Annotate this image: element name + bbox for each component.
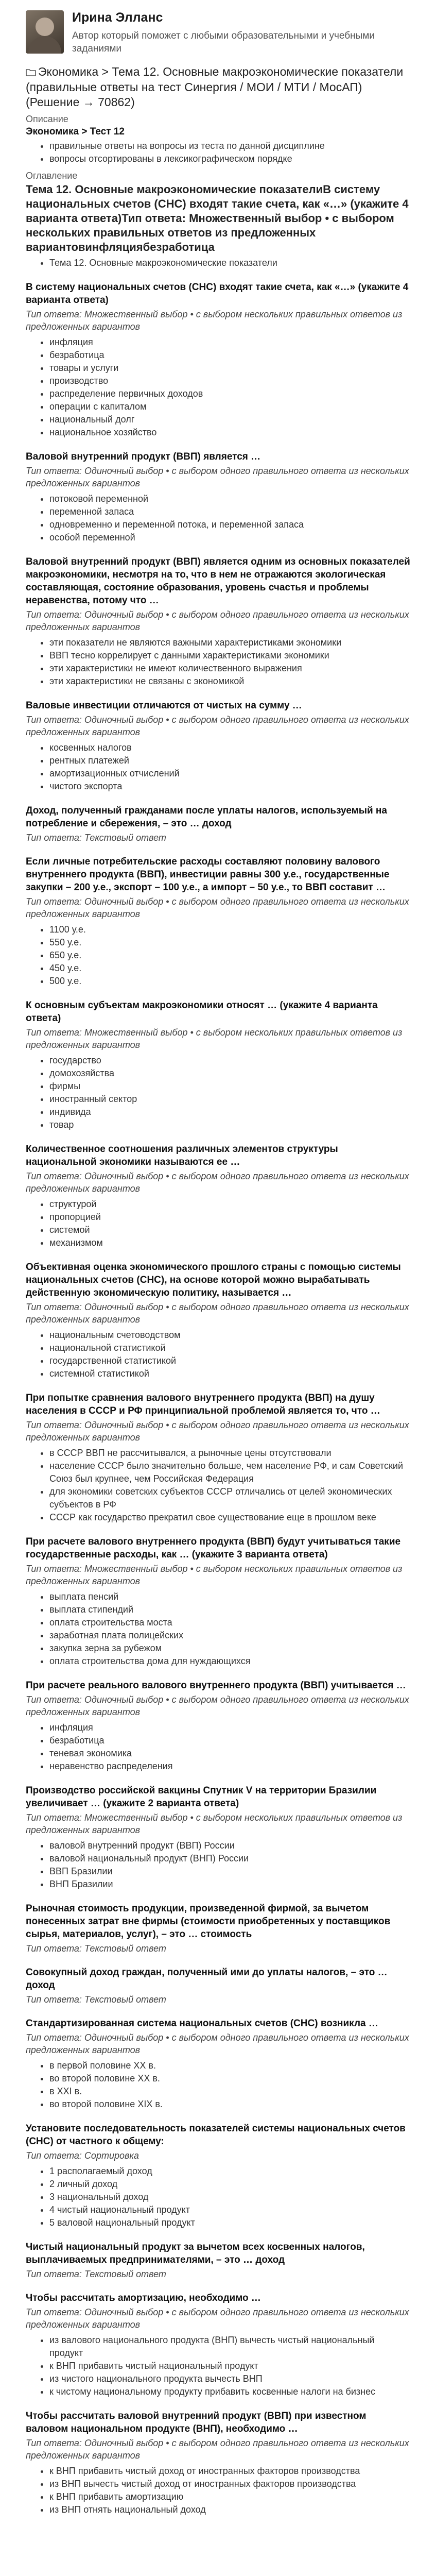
answer-option: • во второй половине XIX в. <box>49 2098 410 2111</box>
answer-option: • структурой <box>49 1198 410 1211</box>
answer-type: Тип ответа: Множественный выбор • с выбором нескольких правильных ответов из предложенных вариантов <box>26 309 403 332</box>
answer-option: • к ВНП прибавить чистый национальный продукт <box>49 2360 410 2372</box>
answer-option: • неравенство распределения <box>49 1760 410 1773</box>
question-title: Производство российской вакцины Спутник V на территории Бразилии увеличивает … (укажите 2 варианта ответа) <box>26 1785 377 1809</box>
answer-option: • национальной статистикой <box>49 1342 410 1354</box>
answer-type: Тип ответа: Текстовый ответ <box>26 833 166 843</box>
question-block <box>26 1392 410 1524</box>
answer-option: • безработица <box>49 1734 410 1747</box>
answer-type: Тип ответа: Одиночный выбор • с выбором одного правильного ответа из нескольких предложенных вариантов <box>26 715 409 738</box>
answer-option: • эти характеристики не связаны с экономикой <box>49 675 410 688</box>
answer-options <box>26 2059 410 2111</box>
answer-option: • выплата стипендий <box>49 1603 410 1616</box>
description-heading: Экономика > Тест 12 <box>26 126 125 138</box>
answer-option: • 1100 у.е. <box>49 923 410 936</box>
question-title: Объективная оценка экономического прошлого страны с помощью системы национальных счетов (СНС), на основе которой можно вырабатывать действенную экономическую политику, называется … <box>26 1262 401 1299</box>
answer-options <box>26 1447 410 1524</box>
answer-option: • для экономики советских субъектов СССР отличались от целей экономических субъектов в РФ <box>49 1485 410 1511</box>
answer-option: • производство <box>49 375 410 387</box>
answer-option: • 500 у.е. <box>49 975 410 988</box>
question-title: Совокупный доход граждан, полученный ими до уплаты налогов, – это … доход <box>26 1967 388 1991</box>
question-block <box>26 2122 410 2229</box>
answer-type: Тип ответа: Множественный выбор • с выбором нескольких правильных ответов из предложенных вариантов <box>26 1027 403 1050</box>
answer-option: • 5 валовой национальный продукт <box>49 2216 410 2229</box>
question-block <box>26 555 410 688</box>
question-title: Валовые инвестиции отличаются от чистых на сумму … <box>26 700 302 711</box>
answer-type: Тип ответа: Одиночный выбор • с выбором одного правильного ответа из нескольких предложенных вариантов <box>26 2032 409 2056</box>
toc-list <box>26 257 410 269</box>
description-item: • вопросы отсортированы в лексикографическом порядке <box>49 152 410 165</box>
question-block <box>26 1143 410 1249</box>
answer-option: • к ВНП прибавить амортизацию <box>49 2490 410 2503</box>
answer-type: Тип ответа: Множественный выбор • с выбором нескольких правильных ответов из предложенных вариантов <box>26 1564 403 1587</box>
answer-option: • национальным счетоводством <box>49 1329 410 1342</box>
answer-option: • эти характеристики не имеют количественного выражения <box>49 662 410 675</box>
answer-option: • рентных платежей <box>49 754 410 767</box>
answer-option: • 2 личный доход <box>49 2178 410 2191</box>
answer-option: • национальный долг <box>49 413 410 426</box>
answer-option: • заработная плата полицейских <box>49 1629 410 1642</box>
answer-option: • ВВП тесно коррелирует с данными характеристиками экономики <box>49 649 410 662</box>
question-block <box>26 281 410 439</box>
answer-option: • 1 располагаемый доход <box>49 2165 410 2178</box>
answer-option: • оплата строительства дома для нуждающихся <box>49 1655 410 1668</box>
question-block <box>26 2292 410 2398</box>
answer-option: • к ВНП прибавить чистый доход от иностранных факторов производства <box>49 2465 410 2478</box>
answer-type: Тип ответа: Множественный выбор • с выбором нескольких правильных ответов из предложенных вариантов <box>26 1812 403 1836</box>
question-title: Установите последовательность показателей системы национальных счетов (СНС) от частного к общему: <box>26 2123 406 2147</box>
answer-type: Тип ответа: Одиночный выбор • с выбором одного правильного ответа из нескольких предложенных вариантов <box>26 466 409 489</box>
answer-type: Тип ответа: Одиночный выбор • с выбором одного правильного ответа из нескольких предложенных вариантов <box>26 2307 409 2330</box>
question-title: Рыночная стоимость продукции, произведенной фирмой, за вычетом понесенных затрат вне фирмы (стоимости приобретенных у поставщиков сырья, материалов, услуг), – это … стоимость <box>26 1903 391 1940</box>
description-item: • правильные ответы на вопросы из теста по данной дисциплине <box>49 140 410 152</box>
question-block <box>26 450 410 544</box>
answer-options <box>26 2334 410 2398</box>
answer-option: • государство <box>49 1054 410 1067</box>
toc-item[interactable]: • Тема 12. Основные макроэкономические показатели <box>49 257 410 269</box>
answer-option: • амортизационных отчислений <box>49 767 410 780</box>
answer-type: Тип ответа: Одиночный выбор • с выбором одного правильного ответа из нескольких предложенных вариантов <box>26 896 409 920</box>
answer-option: • операции с капиталом <box>49 400 410 413</box>
answer-option: • пропорцией <box>49 1211 410 1224</box>
question-block <box>26 804 410 844</box>
answer-options <box>26 923 410 988</box>
author-description: Автор который поможет с любыми образовательными и учебными заданиями <box>72 30 375 54</box>
answer-option: • механизмом <box>49 1236 410 1249</box>
question-block <box>26 855 410 988</box>
question-title: Валовой внутренний продукт (ВВП) является одним из основных показателей макроэкономики, несмотря на то, что в нем не отражаются экологическая составляющая, состояние образования, уровень счастья и проблемы неравенства, потому что … <box>26 556 410 606</box>
answer-options <box>26 1590 410 1668</box>
answer-option: • одновременно и переменной потока, и переменной запаса <box>49 518 410 531</box>
answer-option: • в XXI в. <box>49 2085 410 2098</box>
answer-option: • валовой внутренний продукт (ВВП) России <box>49 1839 410 1852</box>
answer-option: • из ВНП отнять национальный доход <box>49 2503 410 2516</box>
answer-option: • ВНП Бразилии <box>49 1878 410 1891</box>
answer-option: • системой <box>49 1224 410 1236</box>
author-info <box>72 10 410 55</box>
answer-option: • во второй половине XX в. <box>49 2072 410 2085</box>
author-card <box>26 10 410 55</box>
answer-type: Тип ответа: Текстовый ответ <box>26 1943 166 1954</box>
answer-option: • безработица <box>49 349 410 362</box>
question-title: К основным субъектам макроэкономики относят … (укажите 4 варианта ответа) <box>26 1000 378 1024</box>
answer-type: Тип ответа: Одиночный выбор • с выбором одного правильного ответа из нескольких предложенных вариантов <box>26 1420 409 1443</box>
question-block <box>26 2017 410 2111</box>
description-list <box>26 140 410 165</box>
answer-option: • из чистого национального продукта вычесть ВНП <box>49 2372 410 2385</box>
answer-options <box>26 1721 410 1773</box>
answer-option: • к чистому национальному продукту прибавить косвенные налоги на бизнес <box>49 2385 410 2398</box>
answer-type: Тип ответа: Одиночный выбор • с выбором одного правильного ответа из нескольких предложенных вариантов <box>26 609 409 633</box>
answer-option: • СССР как государство прекратил свое существование еще в прошлом веке <box>49 1511 410 1524</box>
question-block <box>26 999 410 1131</box>
question-title: Доход, полученный гражданами после уплаты налогов, используемый на потребление и сбережения, – это … доход <box>26 805 387 829</box>
answer-type: Тип ответа: Одиночный выбор • с выбором одного правильного ответа из нескольких предложенных вариантов <box>26 1171 409 1194</box>
question-block <box>26 1902 410 1955</box>
answer-options <box>26 1839 410 1891</box>
question-block <box>26 1679 410 1773</box>
answer-option: • из ВНП вычесть чистый доход от иностранных факторов производства <box>49 2478 410 2490</box>
answer-options <box>26 1198 410 1249</box>
toc-label: Оглавление <box>26 171 78 181</box>
question-title: Чтобы рассчитать валовой внутренний продукт (ВВП) при известном валовом национальном продукте (ВНП), необходимо … <box>26 2411 367 2435</box>
answer-option: • инфляция <box>49 1721 410 1734</box>
answer-options <box>26 2165 410 2229</box>
answer-option: • 650 у.е. <box>49 949 410 962</box>
answer-option: • валовой национальный продукт (ВНП) России <box>49 1852 410 1865</box>
answer-options <box>26 741 410 793</box>
answer-type: Тип ответа: Одиночный выбор • с выбором одного правильного ответа из нескольких предложенных вариантов <box>26 2438 409 2461</box>
answer-type: Тип ответа: Текстовый ответ <box>26 2269 166 2280</box>
answer-option: • из валового национального продукта (ВНП) вычесть чистый национальный продукт <box>49 2334 410 2360</box>
answer-option: • закупка зерна за рубежом <box>49 1642 410 1655</box>
question-block <box>26 2241 410 2280</box>
answer-options <box>26 493 410 544</box>
answer-option: • население СССР было значительно больше, чем население РФ, и сам Советский Союз был крупнее, чем Российская Федерация <box>49 1460 410 1485</box>
answer-options <box>26 2465 410 2516</box>
question-title: В систему национальных счетов (СНС) входят такие счета, как «…» (укажите 4 варианта ответа) <box>26 282 409 306</box>
question-list <box>26 281 410 2516</box>
answer-option: • переменной запаса <box>49 505 410 518</box>
answer-option: • эти показатели не являются важными характеристиками экономики <box>49 636 410 649</box>
answer-option: • государственной статистикой <box>49 1354 410 1367</box>
folder-icon <box>26 65 36 80</box>
answer-type: Тип ответа: Одиночный выбор • с выбором одного правильного ответа из нескольких предложенных вариантов <box>26 1694 409 1718</box>
answer-option: • в СССР ВВП не рассчитывался, а рыночные цены отсутствовали <box>49 1447 410 1460</box>
answer-type: Тип ответа: Сортировка <box>26 2150 139 2161</box>
question-block <box>26 1784 410 1891</box>
answer-option: • 4 чистый национальный продукт <box>49 2204 410 2216</box>
answer-option: • в первой половине XX в. <box>49 2059 410 2072</box>
answer-option: • чистого экспорта <box>49 780 410 793</box>
answer-option: • потоковой переменной <box>49 493 410 505</box>
answer-options <box>26 1329 410 1380</box>
question-title: Количественное соотношения различных элементов структуры национальной экономики называются ее … <box>26 1144 338 1168</box>
question-title: При расчете валового внутреннего продукта (ВВП) будут учитываться такие государственные расходы, как … (укажите 3 варианта ответа) <box>26 1536 401 1561</box>
answer-options <box>26 636 410 688</box>
answer-type: Тип ответа: Одиночный выбор • с выбором одного правильного ответа из нескольких предложенных вариантов <box>26 1302 409 1325</box>
question-title: Стандартизированная система национальных счетов (СНС) возникла … <box>26 2018 378 2029</box>
answer-option: • теневая экономика <box>49 1747 410 1760</box>
answer-option: • системной статистикой <box>49 1367 410 1380</box>
author-name[interactable]: Ирина Элланс <box>72 10 163 25</box>
answer-option: • выплата пенсий <box>49 1590 410 1603</box>
answer-option: • оплата строительства моста <box>49 1616 410 1629</box>
description-label: Описание <box>26 114 68 125</box>
question-block <box>26 2410 410 2516</box>
question-title: При расчете реального валового внутреннего продукта (ВВП) учитывается … <box>26 1680 406 1691</box>
answer-option: • индивида <box>49 1106 410 1118</box>
question-block <box>26 1535 410 1668</box>
answer-options <box>26 336 410 439</box>
question-title: Чистый национальный продукт за вычетом всех косвенных налогов, выплачиваемых предпринимателями, – это … доход <box>26 2242 365 2266</box>
answer-option: • 3 национальный доход <box>49 2191 410 2204</box>
answer-option: • распределение первичных доходов <box>49 387 410 400</box>
answer-option: • особой переменной <box>49 531 410 544</box>
question-title: Чтобы рассчитать амортизацию, необходимо … <box>26 2293 261 2304</box>
question-title: Если личные потребительские расходы составляют половину валового внутреннего продукта (ВВП), инвестиции равны 300 у.е., государственные закупки – 200 у.е., экспорт – 100 у.е., а импорт – 50 у.е., то ВВП составит … <box>26 856 390 893</box>
breadcrumb-item-current: Тема 12. Основные макроэкономические показатели (правильные ответы на тест Синергия / МОИ / МТИ / МосАП) (Решение → 70862) <box>26 65 404 109</box>
answer-option: • фирмы <box>49 1080 410 1093</box>
breadcrumb: Экономика > Тема 12. Основные макроэкономические показатели (правильные ответы на тест Синергия / МОИ / МТИ / МосАП) (Решение → 70862) <box>26 65 404 109</box>
answer-option: • иностранный сектор <box>49 1093 410 1106</box>
answer-option: • ВВП Бразилии <box>49 1865 410 1878</box>
answer-option: • национальное хозяйство <box>49 426 410 439</box>
page <box>13 0 423 2521</box>
answer-option: • домохозяйства <box>49 1067 410 1080</box>
answer-option: • инфляция <box>49 336 410 349</box>
answer-option: • 450 у.е. <box>49 962 410 975</box>
answer-option: • товар <box>49 1118 410 1131</box>
question-block <box>26 699 410 793</box>
answer-option: • 550 у.е. <box>49 936 410 949</box>
question-block <box>26 1966 410 2006</box>
answer-type: Тип ответа: Текстовый ответ <box>26 1994 166 2005</box>
answer-option: • товары и услуги <box>49 362 410 375</box>
question-title: Валовой внутренний продукт (ВВП) является … <box>26 451 261 463</box>
question-block <box>26 1261 410 1380</box>
author-avatar[interactable] <box>26 10 64 54</box>
answer-option: • косвенных налогов <box>49 741 410 754</box>
question-title: При попытке сравнения валового внутреннего продукта (ВВП) на душу населения в СССР и РФ принципиальной проблемой является то, что … <box>26 1393 380 1417</box>
answer-options <box>26 1054 410 1131</box>
toc-title: Тема 12. Основные макроэкономические показателиВ систему национальных счетов (СНС) входят такие счета, как «…» (укажите 4 варианта ответа)Тип ответа: Множественный выбор • с выбором нескольких правильных ответов из предложенных вариантовинфляциябезработица <box>26 183 409 254</box>
breadcrumb-item-subject[interactable]: Экономика <box>38 65 99 78</box>
